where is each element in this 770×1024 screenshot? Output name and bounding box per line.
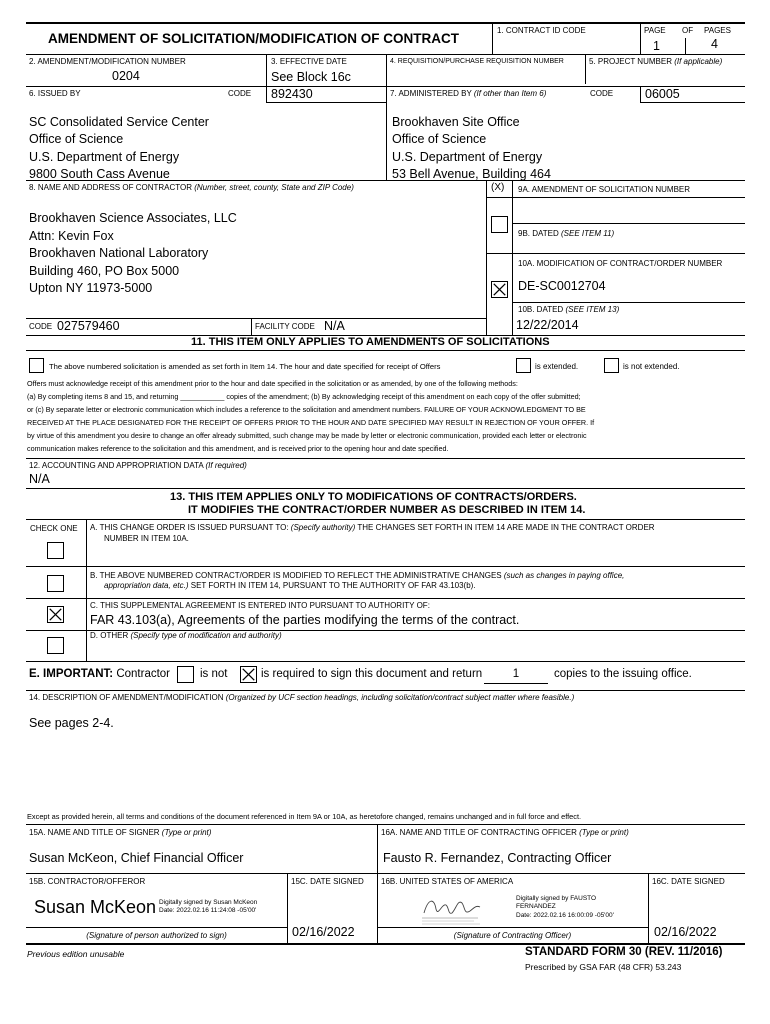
item-11-para-2: (a) By completing items 8 and 15, and returning ___________ copies of the amendment; (b) By acknowledging receipt of this amendment on each copy of the offer submitted; [27,392,581,401]
admin-line-1: Brookhaven Site Office [392,115,520,129]
checkbox-is-not[interactable] [177,666,194,683]
item-11-para-1: Offers must acknowledge receipt of this amendment prior to the hour and date specified in the solicitation or as amended, by one of the following methods: [27,379,518,388]
item-11-heading: 11. THIS ITEM ONLY APPLIES TO AMENDMENTS OF SOLICITATIONS [191,336,550,348]
effective-date-label: 3. EFFECTIVE DATE [271,57,347,66]
is-required-text: is required to sign this document and return [261,668,483,680]
contractor-offeror-label: 15B. CONTRACTOR/OFFEROR [29,877,146,886]
prescribed-by: Prescribed by GSA FAR (48 CFR) 53.243 [525,962,682,972]
effective-date: See Block 16c [271,70,351,84]
previous-edition-note: Previous edition unusable [27,949,125,959]
facility-code: N/A [324,319,345,333]
signature-fausto-fernandez [418,893,508,927]
checkbox-is-required-checked[interactable] [240,666,257,683]
page-label: PAGE [644,26,666,35]
description-label: 14. DESCRIPTION OF AMENDMENT/MODIFICATION (Organized by UCF section headings, including solicitation/contract subject matter where feasible.) [29,693,575,702]
signer-name-label: 15A. NAME AND TITLE OF SIGNER (Type or print) [29,828,212,837]
contractor-code-label: CODE [29,322,53,331]
checkbox-not-extended[interactable] [604,358,619,373]
project-number-label: 5. PROJECT NUMBER (If applicable) [589,57,723,66]
checkbox-13c-checked[interactable] [47,606,64,623]
date-signed-15c: 02/16/2022 [292,925,355,939]
item-11-para-5: by virtue of this amendment you desire to change an offer already submitted, such change may be made by letter or electronic communication, provided each letter or electronic [27,431,587,440]
accounting-value: N/A [29,472,50,486]
item-11-line: The above numbered solicitation is amended as set forth in Item 14. The hour and date specified for receipt of Offers [49,362,441,371]
item-13c-text: C. THIS SUPPLEMENTAL AGREEMENT IS ENTERED INTO PURSUANT TO AUTHORITY OF: [90,601,430,610]
usa-label: 16B. UNITED STATES OF AMERICA [381,877,514,886]
item-11-para-3: or (c) By separate letter or electronic communication which includes a reference to the solicitation and amendment numbers. FAILURE OF YOUR ACKNOWLEDGMENT TO BE [27,405,586,414]
item-11-para-4: RECEIVED AT THE PLACE DESIGNATED FOR THE RECEIPT OF OFFERS PRIOR TO THE HOUR AND DATE SPECIFIED MAY RESULT IN REJECTION OF YOUR OFFER. If [27,418,595,427]
checkbox-13a[interactable] [47,542,64,559]
amendment-number-label: 2. AMENDMENT/MODIFICATION NUMBER [29,57,186,66]
item-13c-authority: FAR 43.103(a), Agreements of the parties modifying the terms of the contract. [90,613,520,627]
date-signed-16c-label: 16C. DATE SIGNED [652,877,725,886]
item-13a-text-1: A. THIS CHANGE ORDER IS ISSUED PURSUANT TO: (Specify authority) THE CHANGES SET FORTH IN ITEM 14 ARE MADE IN THE CONTRACT ORDER [90,523,655,532]
item-13b-text-2: appropriation data, etc.) SET FORTH IN ITEM 14, PURSUANT TO THE AUTHORITY OF FAR 43.103(b). [104,581,476,590]
officer-name: Fausto R. Fernandez, Contracting Officer [383,851,612,865]
page-number: 1 [653,39,660,53]
signature-1-digital-line-2: Date: 2022.02.16 11:24:08 -05'00' [159,907,257,914]
checkbox-13b[interactable] [47,575,64,592]
signature-1-caption: (Signature of person authorized to sign) [86,931,227,940]
is-extended-label: is extended. [535,362,579,371]
administered-by-label: 7. ADMINISTERED BY (If other than Item 6) [390,89,547,98]
important-line: E. IMPORTANT: Contractor [29,668,171,680]
issued-by-line-3: U.S. Department of Energy [29,150,180,164]
item-13-heading-1: 13. THIS ITEM APPLIES ONLY TO MODIFICATIONS OF CONTRACTS/ORDERS. [170,491,577,503]
signature-2-caption: (Signature of Contracting Officer) [453,931,572,940]
admin-line-4: 53 Bell Avenue, Building 464 [392,167,551,181]
signature-1-digital-line-1: Digitally signed by Susan McKeon [159,899,258,906]
item-11-para-6: communication makes reference to the solicitation and this amendment, and is received prior to the opening hour and date specified. [27,444,449,453]
checkbox-extended[interactable] [516,358,531,373]
contract-id-label: 1. CONTRACT ID CODE [497,26,586,35]
description-value: See pages 2-4. [29,716,114,730]
signer-name: Susan McKeon, Chief Financial Officer [29,851,244,865]
date-signed-15c-label: 15C. DATE SIGNED [291,877,364,886]
officer-name-label: 16A. NAME AND TITLE OF CONTRACTING OFFICER (Type or print) [381,828,629,837]
except-text: Except as provided herein, all terms and conditions of the document referenced in Item 9A or 10A, as heretofore changed, remains unchanged and in full force and effect. [27,812,582,821]
check-one-label: CHECK ONE [30,524,78,533]
issued-by-line-1: SC Consolidated Service Center [29,115,209,129]
contractor-label: 8. NAME AND ADDRESS OF CONTRACTOR (Number, street, county, State and ZIP Code) [29,183,354,192]
admin-line-3: U.S. Department of Energy [392,150,543,164]
contractor-code: 027579460 [57,319,120,333]
item-13a-text-2: NUMBER IN ITEM 10A. [104,534,189,543]
requisition-number-label: 4. REQUISITION/PURCHASE REQUISITION NUMBER [390,58,564,65]
copies-text: copies to the issuing office. [554,668,692,680]
issued-code-label: CODE [228,89,252,98]
dated-10b-value: 12/22/2014 [516,318,579,332]
amendment-number: 0204 [112,69,140,83]
amend-solicitation-label: 9A. AMENDMENT OF SOLICITATION NUMBER [518,185,691,194]
signature-2-digital-line-3: Date: 2022.02.16 16:00:09 -05'00' [516,912,614,919]
signature-2-digital-line-2: FERNANDEZ [516,903,556,910]
checkbox-13d[interactable] [47,637,64,654]
checkbox-11[interactable] [29,358,44,373]
item-13b-text-1: B. THE ABOVE NUMBERED CONTRACT/ORDER IS MODIFIED TO REFLECT THE ADMINISTRATIVE CHANGES (such as changes in paying office, [90,571,625,580]
contractor-line-3: Brookhaven National Laboratory [29,246,209,260]
is-not-extended-label: is not extended. [623,362,680,371]
x-column-label: (X) [491,182,505,193]
total-pages: 4 [711,37,718,51]
dated-9b-label: 9B. DATED (SEE ITEM 11) [518,229,615,238]
issued-by-label: 6. ISSUED BY [29,89,81,98]
admin-code-label: CODE [590,89,614,98]
is-not-label: is not [200,668,228,680]
copies-value: 1 [512,668,520,680]
contractor-line-5: Upton NY 11973-5000 [29,281,153,295]
facility-code-label: FACILITY CODE [255,322,315,331]
form-title: AMENDMENT OF SOLICITATION/MODIFICATION OF CONTRACT [48,31,459,46]
admin-code: 06005 [645,87,680,101]
contractor-line-4: Building 460, PO Box 5000 [29,264,180,278]
dated-10b-label: 10B. DATED (SEE ITEM 13) [518,305,620,314]
top-border [26,22,745,24]
contractor-line-2: Attn: Kevin Fox [29,229,114,243]
signature-2-digital-line-1: Digitally signed by FAUSTO [516,895,597,902]
standard-form-number: STANDARD FORM 30 (REV. 11/2016) [525,946,723,958]
signature-susan-mckeon: Susan McKeon [34,897,157,917]
modification-number: DE-SC0012704 [518,279,606,293]
accounting-label: 12. ACCOUNTING AND APPROPRIATION DATA (If required) [29,461,247,470]
of-label: OF [682,26,694,35]
checkbox-9a[interactable] [491,216,508,233]
item-13d-text: D. OTHER (Specify type of modification and authority) [90,631,282,640]
checkbox-10a-checked[interactable] [491,281,508,298]
item-13-heading-2: IT MODIFIES THE CONTRACT/ORDER NUMBER AS DESCRIBED IN ITEM 14. [188,504,586,516]
issued-by-line-4: 9800 South Cass Avenue [29,167,170,181]
issued-code: 892430 [271,87,313,101]
admin-line-2: Office of Science [392,132,487,146]
modification-number-label: 10A. MODIFICATION OF CONTRACT/ORDER NUMBER [518,259,723,268]
issued-by-line-2: Office of Science [29,132,124,146]
date-signed-16c: 02/16/2022 [654,925,717,939]
pages-label: PAGES [704,26,731,35]
contractor-line-1: Brookhaven Science Associates, LLC [29,211,237,225]
